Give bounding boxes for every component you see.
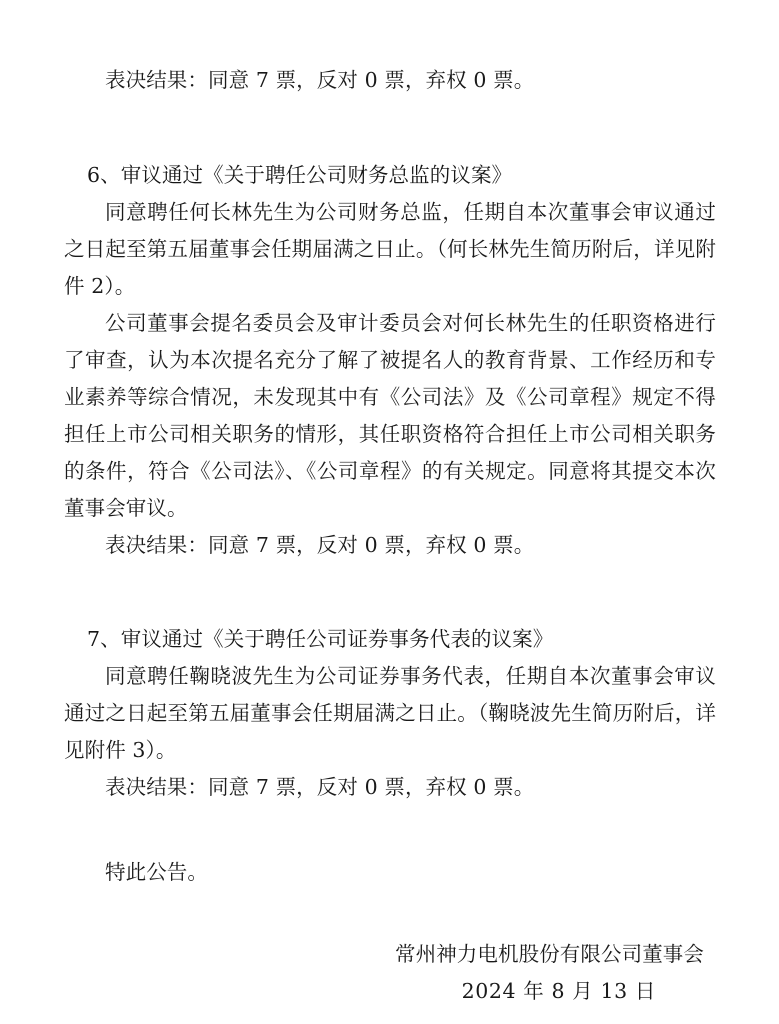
vote-result-item-6: 表决结果：同意 7 票，反对 0 票，弃权 0 票。	[105, 533, 535, 557]
spacer	[64, 806, 716, 854]
spacer	[64, 99, 716, 157]
spacer	[64, 564, 716, 621]
document-body	[64, 62, 716, 1010]
resolution-heading-7: 7、审议通过《关于聘任公司证券事务代表的议案》	[87, 627, 554, 651]
resolution-paragraph-6-1: 同意聘任何长林先生为公司财务总监，任期自本次董事会审议通过之日起至第五届董事会任期届满之日止。（何长林先生简历附后，详见附件 2）。	[64, 200, 716, 298]
signature-date: 2024 年 8 月 13 日	[461, 979, 656, 1003]
vote-result-item-7: 表决结果：同意 7 票，反对 0 票，弃权 0 票。	[105, 775, 535, 799]
signature-block	[64, 936, 716, 1010]
spacer	[64, 891, 716, 936]
vote-result-previous-item: 表决结果：同意 7 票，反对 0 票，弃权 0 票。	[105, 68, 535, 92]
resolution-paragraph-7-1: 同意聘任鞠晓波先生为公司证券事务代表，任期自本次董事会审议通过之日起至第五届董事会任期届满之日止。（鞠晓波先生简历附后，详见附件 3）。	[64, 664, 716, 762]
resolution-paragraph-6-2: 公司董事会提名委员会及审计委员会对何长林先生的任职资格进行了审查，认为本次提名充分了解了被提名人的教育背景、工作经历和专业素养等综合情况，未发现其中有《公司法》及《公司章程》规定不得担任上市公司相关职务的情形，其任职资格符合担任上市公司相关职务的条件，符合《公司法》、《公司章程》的有关规定。同意将其提交本次董事会审议。	[64, 311, 716, 520]
closing-statement: 特此公告。	[105, 860, 208, 884]
resolution-heading-6: 6、审议通过《关于聘任公司财务总监的议案》	[87, 163, 513, 187]
signature-company: 常州神力电机股份有限公司董事会	[395, 942, 704, 966]
